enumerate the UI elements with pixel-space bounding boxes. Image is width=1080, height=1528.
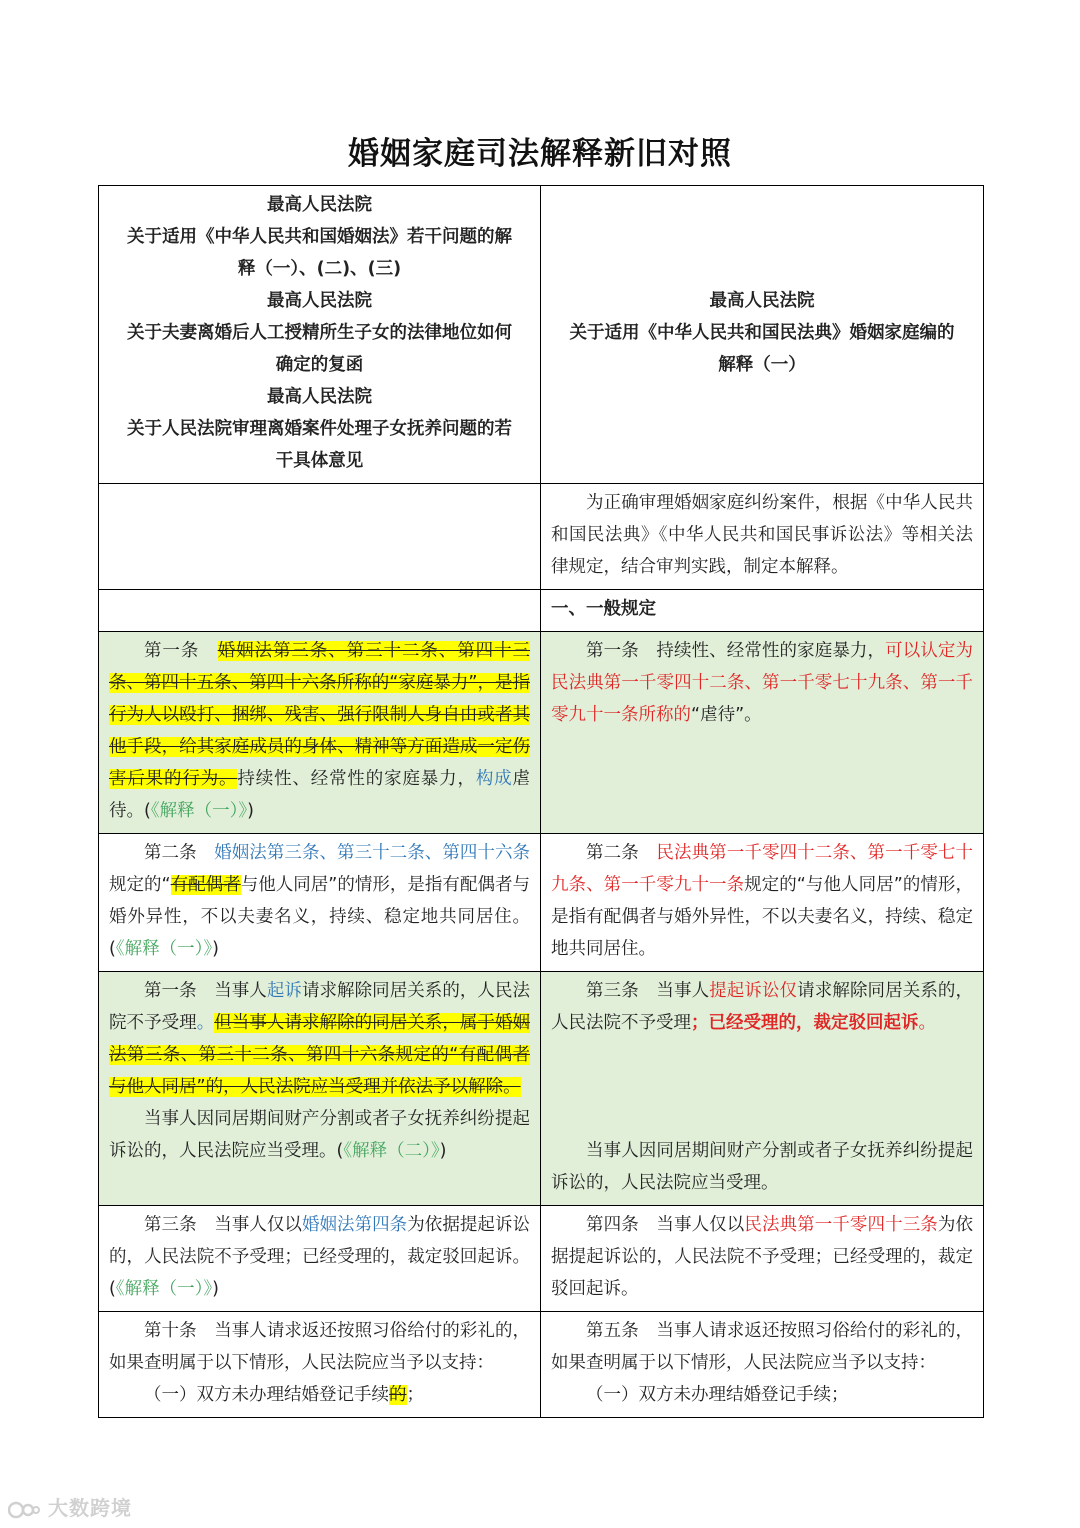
changed-text: 起诉 xyxy=(266,981,302,1001)
changed-text: 婚姻法第四条 xyxy=(301,1215,408,1235)
section-heading: 一、一般规定 xyxy=(541,590,984,632)
article-text: 为依据提起诉讼的，人民法院不予受理；已经受理的，裁定驳回起诉。 xyxy=(551,1215,974,1299)
new-article-item: （一）双方未办理结婚登记手续； xyxy=(586,1385,849,1405)
article-text: 第一条 持续性、经常性的家庭暴力， xyxy=(586,641,886,661)
old-article-text xyxy=(109,1103,530,1167)
watermark-text: 大数跨境 xyxy=(47,1496,132,1520)
article-text: 当事人因同居期间财产分割或者子女抚养纠纷提起诉讼的，人民法院应当受理。( xyxy=(109,1109,530,1161)
spacer xyxy=(551,1103,973,1135)
new-article-text xyxy=(551,837,973,965)
header-left-line: 关于人民法院审理离婚案件处理子女抚养问题的若 xyxy=(127,419,512,439)
new-article-cell xyxy=(541,632,984,834)
article-text: 规定的“ xyxy=(109,875,171,895)
section-row xyxy=(99,590,984,632)
article-text: 规定的“与他人同居”的情形，是指有配偶者与婚外异性，不以夫妻名义，持续、稳定地共同居住。 xyxy=(551,875,973,959)
deleted-text: 有配偶者 xyxy=(170,875,241,895)
preamble-text: 为正确审理婚姻家庭纠纷案件，根据《中华人民共和国民法典》《中华人民共和国民事诉讼法》等相关法律规定，结合审判实践，制定本解释。 xyxy=(551,493,973,577)
old-article-cell xyxy=(99,632,541,834)
article-text: ； xyxy=(406,1385,424,1405)
added-text: 民法典第一千零四十三条 xyxy=(744,1215,938,1235)
section-left-empty xyxy=(99,590,541,632)
article-row xyxy=(99,834,984,972)
article-label: 第二条 xyxy=(144,843,215,863)
preamble-row xyxy=(99,484,984,590)
header-left-line: 最高人民法院 xyxy=(267,387,372,407)
old-article-cell xyxy=(99,1206,541,1312)
header-left xyxy=(99,186,541,484)
header-right-line: 最高人民法院 xyxy=(709,291,815,311)
watermark-logo-icon xyxy=(8,1499,40,1521)
old-article-item xyxy=(109,1379,530,1411)
header-left-line: 确定的复函 xyxy=(275,355,364,375)
document-title: 婚姻家庭司法解释新旧对照 xyxy=(348,136,732,172)
spacer xyxy=(551,1039,973,1071)
article-row xyxy=(99,1206,984,1312)
watermark xyxy=(8,1492,132,1521)
new-article-cell xyxy=(541,834,984,972)
deleted-text: 的 xyxy=(389,1385,407,1405)
article-text: 请求解除同居关系的，人民法院不予受理 xyxy=(551,981,974,1033)
article-text: ) xyxy=(212,939,219,959)
article-text: 持续性、经常性的家庭暴力， xyxy=(237,769,476,789)
changed-text: 。 xyxy=(196,1013,215,1033)
header-left-line: 干具体意见 xyxy=(275,451,364,471)
old-article-cell xyxy=(99,972,541,1206)
added-text: ；已经受理的，裁定驳回起诉 xyxy=(691,1013,919,1033)
article-text: 虐待。( xyxy=(109,769,531,821)
article-text: ) xyxy=(247,801,254,821)
new-article-text xyxy=(551,635,973,731)
article-text: ) xyxy=(212,1279,219,1299)
source-ref: 《解释（一）》 xyxy=(115,939,213,959)
added-text: 民法典第一千零四十二条、第一千零七十九条、第一千零九十一条 xyxy=(551,843,974,895)
source-ref: 《解释（一）》 xyxy=(150,801,248,821)
header-left-line: 关于适用《中华人民共和国婚姻法》若干问题的解 xyxy=(127,227,512,247)
old-article-text xyxy=(109,1209,530,1305)
article-text: 与他人同居”的情形，是指有配偶者与婚外异性，不以夫妻名义，持续、稳定地共同居住。( xyxy=(109,875,530,959)
header-right-line: 解释（一） xyxy=(718,355,806,375)
added-text: 可以认定为民法典第一千零四十二条、第一千零七十九条、第一千零九十一条所称的 xyxy=(551,641,974,725)
header-row xyxy=(99,186,984,484)
old-article-cell xyxy=(99,834,541,972)
source-ref: 《解释（一）》 xyxy=(115,1279,213,1299)
article-row xyxy=(99,1312,984,1418)
new-article-text: 当事人因同居期间财产分割或者子女抚养纠纷提起诉讼的，人民法院应当受理。 xyxy=(551,1141,973,1193)
article-text: （一）双方未办理结婚登记手续 xyxy=(144,1385,389,1405)
old-article-cell xyxy=(99,1312,541,1418)
changed-text: 婚姻法第三条、第三十二条、第四十六条 xyxy=(214,843,531,863)
article-row xyxy=(99,972,984,1206)
preamble-left-empty xyxy=(99,484,541,590)
article-text: 请求解除同居关系的，人民法院不予受理 xyxy=(109,981,531,1033)
header-left-line: 释（一）、(二)、(三) xyxy=(237,259,402,279)
added-text: 提起诉讼仅 xyxy=(709,981,798,1001)
article-label: 第一条 xyxy=(144,641,218,661)
deleted-text: 但当事人请求解除的同居关系，属于婚姻法第三条、第三十二条、第四十六条规定的“有配偶者与他人同居”的，人民法院应当受理并依法予以解除。 xyxy=(109,1013,531,1097)
article-text: “虐待”。 xyxy=(691,705,762,725)
article-text: 为依据提起诉讼的，人民法院不予受理；已经受理的，裁定驳回起诉。( xyxy=(109,1215,531,1299)
header-left-line: 最高人民法院 xyxy=(267,291,372,311)
article-label: 第二条 xyxy=(586,843,657,863)
new-article-cell xyxy=(541,1312,984,1418)
spacer xyxy=(551,1071,973,1103)
header-right xyxy=(541,186,984,484)
article-text: 第三条 当事人仅以 xyxy=(144,1215,302,1235)
old-article-text xyxy=(109,837,530,965)
old-article-text: 第十条 当事人请求返还按照习俗给付的彩礼的，如果查明属于以下情形，人民法院应当予以支持： xyxy=(109,1321,530,1373)
added-text: 。 xyxy=(918,1013,936,1033)
new-article-text xyxy=(551,975,973,1039)
new-article-text: 第五条 当事人请求返还按照习俗给付的彩礼的，如果查明属于以下情形，人民法院应当予以支持： xyxy=(551,1321,973,1373)
header-left-line: 最高人民法院 xyxy=(267,195,372,215)
old-article-text xyxy=(109,975,530,1103)
article-text: ) xyxy=(439,1141,447,1161)
changed-text: 构成 xyxy=(475,769,513,789)
header-right-line: 关于适用《中华人民共和国民法典》婚姻家庭编的 xyxy=(569,323,955,343)
header-left-line: 关于夫妻离婚后人工授精所生子女的法律地位如何 xyxy=(127,323,512,343)
old-article-text xyxy=(109,635,530,827)
source-ref: 《解释（二）》 xyxy=(343,1141,440,1161)
new-article-cell xyxy=(541,1206,984,1312)
deleted-text: 婚姻法第三条、第三十二条、第四十三条、第四十五条、第四十六条所称的“家庭暴力”，是指行为人以殴打、捆绑、残害、强行限制人身自由或者其他手段，给其家庭成员的身体、精神等方面造成一定伤害后果的行为。 xyxy=(109,641,531,789)
new-article-cell xyxy=(541,972,984,1206)
article-text: 第一条 当事人 xyxy=(144,981,267,1001)
article-text: 第四条 当事人仅以 xyxy=(586,1215,745,1235)
new-article-text xyxy=(551,1209,973,1305)
article-row xyxy=(99,632,984,834)
preamble-right xyxy=(541,484,984,590)
article-text: 第三条 当事人 xyxy=(586,981,710,1001)
comparison-table xyxy=(98,185,984,1418)
